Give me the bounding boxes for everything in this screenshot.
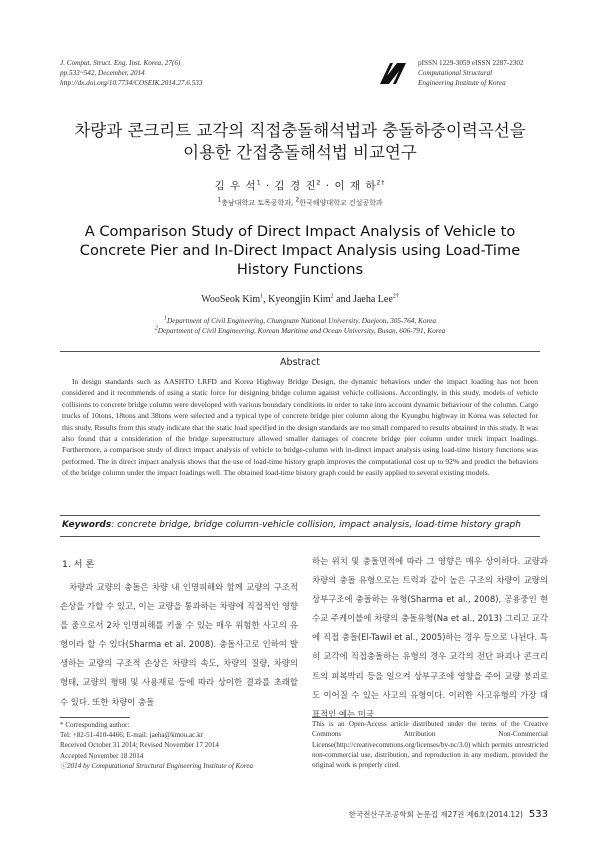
footnote-received: Received October 31 2014; Revised November 17 2014 [60,741,219,750]
title-en-line-2: Concrete Pier and In-Direct Impact Analysis using Load-Time [79,242,521,259]
footnote-rule-right [312,717,548,718]
author-ko-sep-2: · [321,180,335,192]
cesik-logo-icon [378,60,408,86]
aff-ko-1: 충남대학교 토목공학과, [221,199,296,207]
author-en-3: Jaeha Lee [353,294,393,305]
paper-title-korean [40,120,560,164]
aff-en-1-line [40,316,560,326]
journal-citation [60,58,202,88]
keywords-bottom-rule [60,536,540,537]
keywords-list: : concrete bridge, bridge column-vehicle collision, impact analysis, load-time history graph [111,520,521,530]
author-en-sep-1: , [263,294,269,305]
journal-line-1: J. Comput. Struct. Eng. Inst. Korea, 27(6) [60,59,181,67]
aff-en-2-sup: 2 [154,325,158,332]
title-ko-line-1: 차량과 콘크리트 교각의 직접충돌해석법과 충돌하중이력곡선을 [74,121,526,140]
affiliations-korean [40,198,560,208]
publisher-line-2: Engineering Institute of Korea [418,79,506,87]
aff-ko-2: 한국해양대학교 건설공학과 [299,199,383,207]
footnote-rule-left [60,717,130,718]
authors-english [40,294,560,305]
title-ko-line-2: 이용한 간접충돌해석법 비교연구 [183,143,417,162]
publisher-line-1: Computational Structural [418,69,493,77]
abstract-title: Abstract [280,357,320,368]
footer-journal: 한국전산구조공학회 논문집 제27권 제6호(2014.12) [348,810,523,819]
author-ko-3-sup: 2† [376,179,386,187]
page-footer [300,809,548,820]
issn: pISSN 1229-3059 eISSN 2287-2302 [418,59,524,67]
title-en-line-3: History Functions [236,261,364,278]
body-column-right: 하는 위치 및 충돌면적에 따라 그 영향은 매우 상이하다. 교량과 차량의 충돌 유형으로는 트럭과 같이 높은 구조의 차량이 교량의 상부구조에 충돌하는 유형(Sharma et al., 2008), 공용중인 현수교 주케이블에 차량의 충돌유형(Na et al., 2013) 그리고 교각에 직접 충돌(El-Tawil et al., 2005)하는 경우 등으로 나뉜다. 특히 교각에 직접충돌하는 유형의 경우 교각의 전단 파괴나 콘크리트의 피복박리 등을 일으켜 상부구조에 영향을 주어 교량 붕괴로도 이어질 수 있는 사고의 유형이다. 이러한 사고유형의 가장 대표적인 예는 미국 [312,556,548,719]
author-en-sep-2: and [333,294,354,305]
footnote-accepted: Accepted November 18 2014 [60,751,144,760]
author-en-2-sup: 2 [330,293,334,300]
open-access-notice: This is an Open-Access article distributed under the terms of the Creative Commons Attribution Non-Commercial License(http://creativecommons.org/licenses/by-nc/3.0) which permits unrestricted non-commercial use, distribution, and reproduction in any medium, provided the original work is properly cited. [312,720,548,770]
authors-korean [40,178,560,193]
author-ko-2-sup: 2 [316,179,322,187]
author-ko-1: 김 우 석 [214,180,257,192]
keywords-label: Keywords [62,520,112,530]
paper-title-english [40,222,560,279]
author-en-1-sup: 1 [260,293,264,300]
affiliations-english [40,316,560,336]
aff-en-1: Department of Civil Engineering, Chungnam National University, Daejeon, 305-764, Korea [166,316,437,325]
author-ko-3: 이 재 하 [334,180,377,192]
author-en-3-sup: 2† [392,293,399,300]
keywords [62,520,542,530]
aff-en-2: Department of Civil Engineering, Korean Maritime and Ocean University, Busan, 606-791, Korea [157,326,446,335]
body-column-left: 차량과 교량의 충돌은 차량 내 인명피해와 함께 교량의 구조적 손상을 가할 수 있고, 이는 교량을 통과하는 차량에 직접적인 영향을 줌으로서 2차 인명피해를 키울 수 있는 매우 위험한 사고의 유형이라 할 수 있다(Sharma et al. 2008). 충돌사고로 인하여 발생하는 교량의 구조적 손상은 차량의 속도, 차량의 질량, 차량의 형태, 교량의 형태 및 사용재료 등에 따라 상이한 결과를 초래할 수 있다. 또한 차량이 충돌 [60,582,298,707]
abstract-top-rule [60,351,540,352]
footnote-contact: Tel: +82-51-410-4466; E-mail: jaeha@kmou.ac.kr [60,731,204,740]
author-ko-2: 김 경 진 [274,180,317,192]
doi-link[interactable]: http://dx.doi.org/10.7734/COSEIK.2014.27.6.533 [60,79,203,87]
page-number: 533 [528,809,548,820]
aff-ko-1-sup: 1 [217,196,222,204]
journal-line-2: pp.533~542, December, 2014 [60,69,145,77]
author-ko-sep-1: · [261,180,275,192]
abstract-bottom-rule [60,515,540,516]
author-en-1: WooSeok Kim [201,294,261,305]
title-en-line-1: A Comparison Study of Direct Impact Analysis of Vehicle to [84,223,516,240]
corresponding-author-footnote [60,720,300,771]
aff-en-2-line [40,326,560,336]
author-en-2: Kyeongjin Kim [268,294,331,305]
author-ko-1-sup: 1 [256,179,262,187]
footnote-corresponding: * Corresponding author: [60,721,130,729]
footnote-copyright: ⓒ2014 by Computational Structural Engineering Institute of Korea [60,761,254,770]
section-heading-introduction: 1. 서 론 [62,559,95,570]
aff-en-1-sup: 1 [163,315,167,322]
abstract-body: In design standards such as AASHTO LRFD and Korea Highway Bridge Design, the dynamic behaviors under the impact loading has not been considered and it recommends of using a static force for designing bridge column against vehicle collisions. Accordingly, in this study, models of vehicle collisions to concrete bridge column were developed with various boundary conditions in order to take into account dynamic behaviour of the column. Cargo trucks of 10tons, 18tons and 38tons were selected and a typical type of concrete bridge pier column along the Kyungbu highway in Korea was selected for this study. Results from this study indicate that the static load specified in the design standards are too small compared to results obtained in this study. It was also found that a consideration of the bridge superstructure allowed smaller damages of concrete bridge pier column under truck impact loadings. Furthermore, a comparison study of direct impact analysis of vehicle to bridge-column with in-direct impact analysis using load-time history functions was performed. The in direct impact analysis shows that the use of load-time history graph improves the computational cost up to 92% and predict the behaviors of the bridge column under the impact loadings well. The obtained load-time history graph could be easily applied to several existing models. [62,377,538,478]
journal-issn-block [418,58,524,88]
aff-ko-2-sup: 2 [295,196,300,204]
